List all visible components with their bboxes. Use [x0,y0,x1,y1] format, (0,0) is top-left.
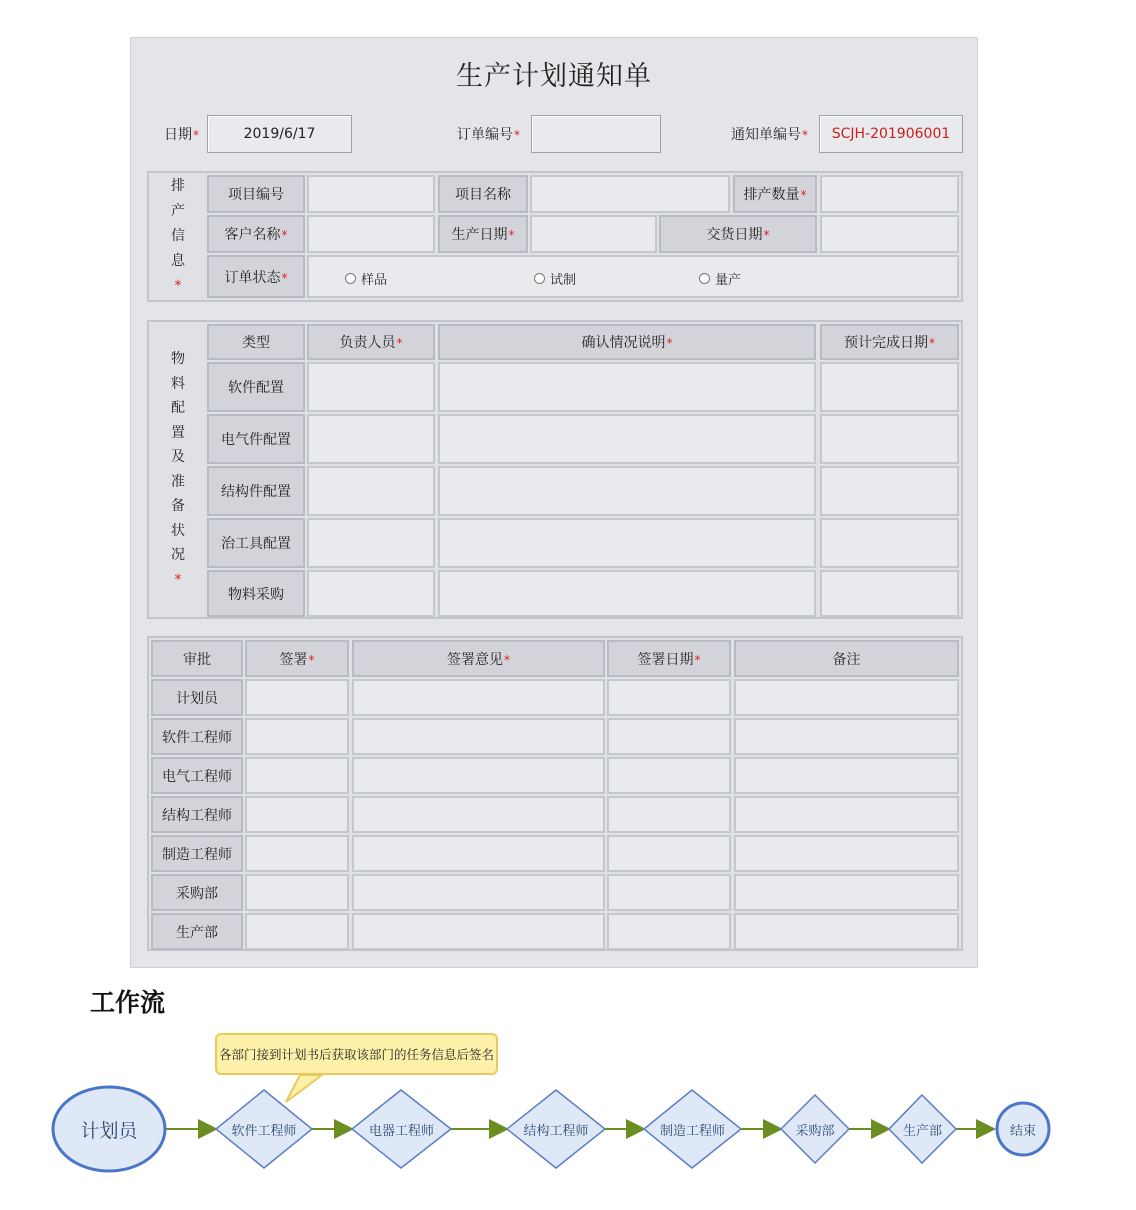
approval-row-label: 生产部 [151,913,243,950]
step-label: 电器工程师 [368,1123,434,1139]
approval-cell[interactable] [734,913,959,950]
materials-panel [147,320,963,619]
materials-cell[interactable] [438,466,816,516]
approval-row-label: 结构工程师 [151,796,243,833]
approval-header-date: 签署日期 * [607,640,731,677]
quantity-field[interactable] [820,175,959,213]
materials-row-label: 物料采购 [207,570,305,617]
approval-cell[interactable] [352,718,605,755]
form-title: 生产计划通知单 [456,61,652,92]
materials-cell[interactable] [307,570,435,617]
materials-cell[interactable] [438,570,816,617]
status-radio-sample[interactable]: 样品 [345,269,387,288]
date-label: 日期 * [164,124,199,144]
schedule-section-label: 排 产 信 息 * [171,177,185,295]
quantity-label: 排产数量 * [733,175,817,213]
approval-cell[interactable] [734,835,959,872]
materials-cell[interactable] [307,414,435,464]
approval-cell[interactable] [245,718,349,755]
order-status-label: 订单状态 * [207,255,305,298]
approval-header-sign: 签署 * [245,640,349,677]
project-name-field[interactable] [530,175,730,213]
step-label: 采购部 [795,1123,835,1139]
approval-header-opinion: 签署意见 * [352,640,605,677]
approval-header-role: 审批 [151,640,243,677]
approval-cell[interactable] [734,718,959,755]
approval-cell[interactable] [352,757,605,794]
approval-cell[interactable] [352,874,605,911]
materials-cell[interactable] [307,362,435,412]
materials-row-label: 结构件配置 [207,466,305,516]
approval-cell[interactable] [734,757,959,794]
materials-cell[interactable] [307,466,435,516]
materials-cell[interactable] [438,518,816,568]
delivery-date-label: 交货日期 * [659,215,817,253]
approval-row-label: 电气工程师 [151,757,243,794]
materials-cell[interactable] [820,518,959,568]
radio-icon [534,273,545,284]
approval-cell[interactable] [352,913,605,950]
materials-cell[interactable] [820,570,959,617]
approval-cell[interactable] [245,874,349,911]
materials-section-label: 物 料 配 置 及 准 备 状 况 * [171,351,185,588]
project-name-label: 项目名称 [438,175,528,213]
step-label: 生产部 [902,1123,942,1139]
materials-cell[interactable] [307,518,435,568]
production-date-label: 生产日期 * [438,215,528,253]
date-field[interactable]: 2019/6/17 [207,115,352,153]
approval-cell[interactable] [607,796,731,833]
radio-icon [699,273,710,284]
approval-cell[interactable] [734,679,959,716]
approval-cell[interactable] [734,874,959,911]
customer-field[interactable] [307,215,435,253]
workflow-callout: 各部门接到计划书后获取该部门的任务信息后签名 [215,1033,498,1075]
materials-cell[interactable] [820,466,959,516]
status-radio-trial[interactable]: 试制 [534,269,576,288]
materials-row-label: 治工具配置 [207,518,305,568]
approval-row-label: 计划员 [151,679,243,716]
order-no-label: 订单编号 * [457,124,520,144]
approval-cell[interactable] [245,913,349,950]
workflow-diagram [0,1020,1136,1210]
approval-cell[interactable] [245,835,349,872]
step-label: 结构工程师 [523,1123,589,1139]
approval-header-remarks: 备注 [734,640,959,677]
materials-header-eta: 预计完成日期 * [820,324,959,360]
approval-row-label: 采购部 [151,874,243,911]
delivery-date-field[interactable] [820,215,959,253]
materials-row-label: 电气件配置 [207,414,305,464]
step-label: 软件工程师 [231,1123,297,1139]
project-no-field[interactable] [307,175,435,213]
status-radio-mass[interactable]: 量产 [699,269,741,288]
approval-row-label: 软件工程师 [151,718,243,755]
approval-cell[interactable] [352,679,605,716]
materials-cell[interactable] [438,362,816,412]
approval-cell[interactable] [352,835,605,872]
materials-cell[interactable] [438,414,816,464]
step-label: 制造工程师 [659,1123,725,1139]
approval-cell[interactable] [607,679,731,716]
end-node-label: 结束 [1009,1123,1036,1139]
schedule-info-panel [147,171,963,302]
materials-cell[interactable] [820,362,959,412]
radio-icon [345,273,356,284]
notice-no-label: 通知单编号 * [731,124,808,144]
approval-cell[interactable] [245,757,349,794]
approval-cell[interactable] [607,718,731,755]
order-status-options [307,255,959,298]
callout-pointer [286,1075,322,1102]
materials-header-notes: 确认情况说明 * [438,324,816,360]
materials-header-owner: 负责人员 * [307,324,435,360]
approval-cell[interactable] [245,796,349,833]
materials-header-type: 类型 [207,324,305,360]
approval-cell[interactable] [607,835,731,872]
approval-cell[interactable] [607,913,731,950]
approval-cell[interactable] [245,679,349,716]
approval-cell[interactable] [607,874,731,911]
approval-row-label: 制造工程师 [151,835,243,872]
approval-cell[interactable] [352,796,605,833]
workflow-title: 工作流 [90,988,166,1017]
approval-cell[interactable] [734,796,959,833]
project-no-label: 项目编号 [207,175,305,213]
customer-label: 客户名称 * [207,215,305,253]
production-date-field[interactable] [530,215,657,253]
materials-cell[interactable] [820,414,959,464]
order-no-field[interactable] [531,115,661,153]
approval-cell[interactable] [607,757,731,794]
notice-no-field[interactable]: SCJH-201906001 [819,115,963,153]
production-plan-form [130,37,978,968]
materials-row-label: 软件配置 [207,362,305,412]
start-node-label: 计划员 [80,1119,138,1142]
